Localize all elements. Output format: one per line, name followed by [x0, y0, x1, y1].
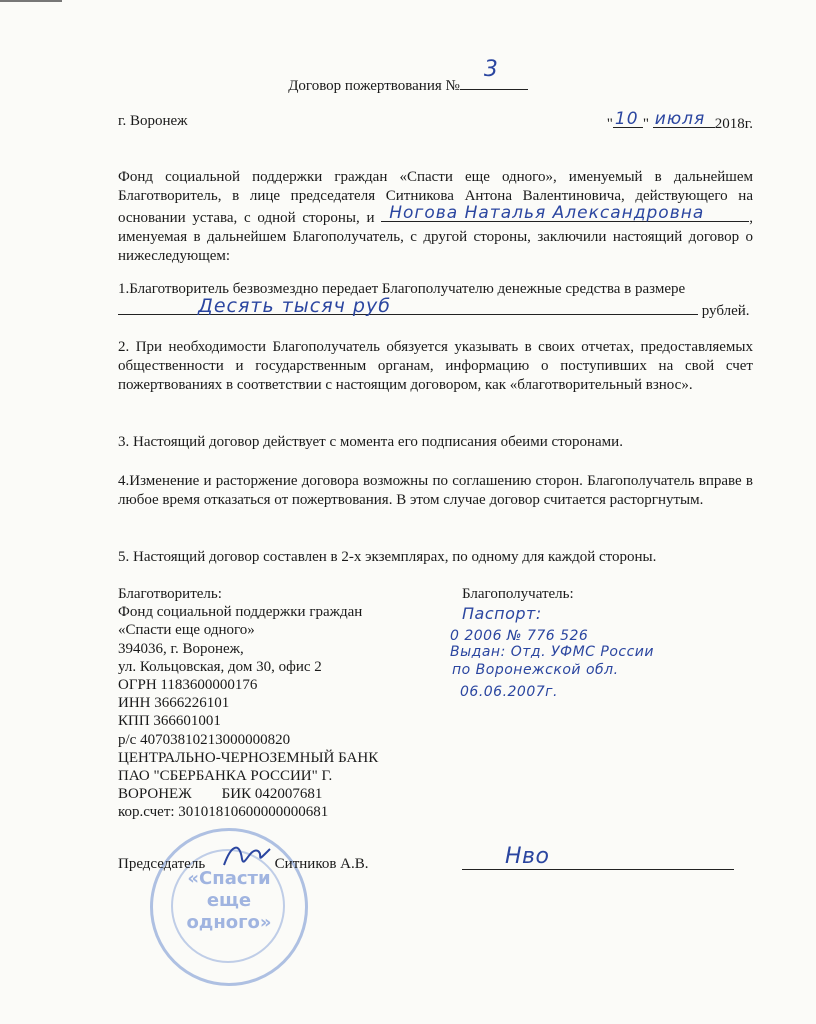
- donor-line: КПП 366601001: [118, 713, 221, 730]
- stamp-text: еще: [206, 890, 252, 911]
- date-day-field: [613, 109, 643, 129]
- donor-line: ВОРОНЕЖ БИК 042007681: [118, 786, 323, 803]
- date: [606, 109, 753, 133]
- passport-note-line: 06.06.2007г.: [460, 684, 558, 700]
- recipient-signature-line: [462, 868, 734, 870]
- donor-heading: Благотворитель:: [118, 586, 222, 602]
- clause-5: 5. Настоящий договор составлен в 2-х экземплярах, по одному для каждой стороны.: [118, 549, 657, 565]
- document-title: [0, 57, 816, 95]
- stamp-text: «Спасти: [187, 868, 271, 889]
- date-year: 2018г.: [714, 116, 753, 132]
- intro-paragraph: Фонд социальной поддержки граждан «Спасти еще одного», именуемый в дальнейшем Благотворитель, в лице председателя Ситникова Антона Валентиновича, действующего на основании устава, с одной стороны, и Ногова Наталья Александровна , именуемая в дальнейшем Благополучатель, с другой стороны, заключили настоящий договор о нижеследующем:: [118, 169, 753, 264]
- donor-line: кор.счет: 30101810600000000681: [118, 804, 329, 821]
- date-quote-open: ": [606, 116, 613, 132]
- donor-line: Фонд социальной поддержки граждан: [118, 604, 363, 621]
- donor-line: р/с 40703810213000000820: [118, 731, 291, 748]
- passport-note-line: 0 2006 № 776 526: [450, 628, 589, 644]
- sign-name: Ситников А.В.: [274, 856, 369, 872]
- donor-line: ЦЕНТРАЛЬНО-ЧЕРНОЗЕМНЫЙ БАНК: [118, 749, 379, 766]
- clause-2: 2. При необходимости Благополучатель обязуется указывать в своих отчетах, предоставляемых общественности и государственным органам, информацию о поступивших на свой счет пожертвованиях в соответствии с настоящим договором, как «благотворительный взнос».: [118, 339, 753, 393]
- recipient-heading: Благополучатель:: [462, 586, 574, 602]
- recipient-name-field: [381, 203, 749, 223]
- donor-line: ПАО "СБЕРБАНКА РОССИИ" Г.: [118, 768, 333, 785]
- donor-details: [118, 585, 378, 822]
- donor-line: ул. Кольцовская, дом 30, офис 2: [118, 658, 322, 675]
- date-month-field: [653, 109, 715, 129]
- passport-note-line: Паспорт:: [462, 604, 542, 623]
- donor-signature-block: [118, 855, 369, 873]
- date-month: июля: [654, 109, 706, 129]
- amount-unit: рублей.: [701, 303, 750, 319]
- donor-line: 394036, г. Воронеж,: [118, 640, 244, 657]
- recipient-signature: Нво: [505, 844, 550, 869]
- amount: Десять тысяч руб: [198, 295, 391, 317]
- date-quote-close: ": [642, 116, 650, 132]
- passport-note-line: по Воронежской обл.: [452, 662, 619, 678]
- intro-text-1: Фонд социальной поддержки граждан «Спасти еще одного», именуемый в дальнейшем Благотворитель, в лице председателя Ситникова Антона Валентиновича, действующего на основании устава, с одной стороны, и: [118, 169, 753, 226]
- sign-label: Председатель: [118, 856, 206, 872]
- donor-line: ИНН 3666226101: [118, 695, 230, 712]
- scan-corner-mark: [0, 0, 62, 2]
- stamp-text: одного»: [186, 912, 272, 933]
- clause-1-text: 1.Благотворитель безвозмездно передает Благополучателю денежные средства в размере: [118, 281, 686, 297]
- passport-note-line: Выдан: Отд. УФМС России: [450, 644, 654, 660]
- recipient-name: Ногова Наталья Александровна: [389, 203, 705, 223]
- donor-line: «Спасти еще одного»: [118, 622, 255, 639]
- date-day: 10: [614, 109, 639, 129]
- donor-signature-icon: [218, 841, 278, 871]
- contract-number-field: [460, 57, 528, 90]
- contract-number: 3: [483, 57, 499, 82]
- donor-line: ОГРН 1183600000176: [118, 677, 258, 694]
- clause-4: 4.Изменение и расторжение договора возможны по соглашению сторон. Благополучатель вправе в любое время отказаться от пожертвования. В этом случае договор считается расторгнутым.: [118, 473, 753, 508]
- title-text: Договор пожертвования №: [288, 78, 460, 94]
- clause-3: 3. Настоящий договор действует с момента его подписания обеими сторонами.: [118, 434, 623, 450]
- clause-1: [118, 280, 753, 321]
- place: г. Воронеж: [118, 113, 188, 129]
- intro-text-2: именуемая в дальнейшем Благополучатель, с другой стороны, заключили настоящий договор о нижеследующем:: [118, 229, 753, 264]
- amount-field: [118, 295, 698, 317]
